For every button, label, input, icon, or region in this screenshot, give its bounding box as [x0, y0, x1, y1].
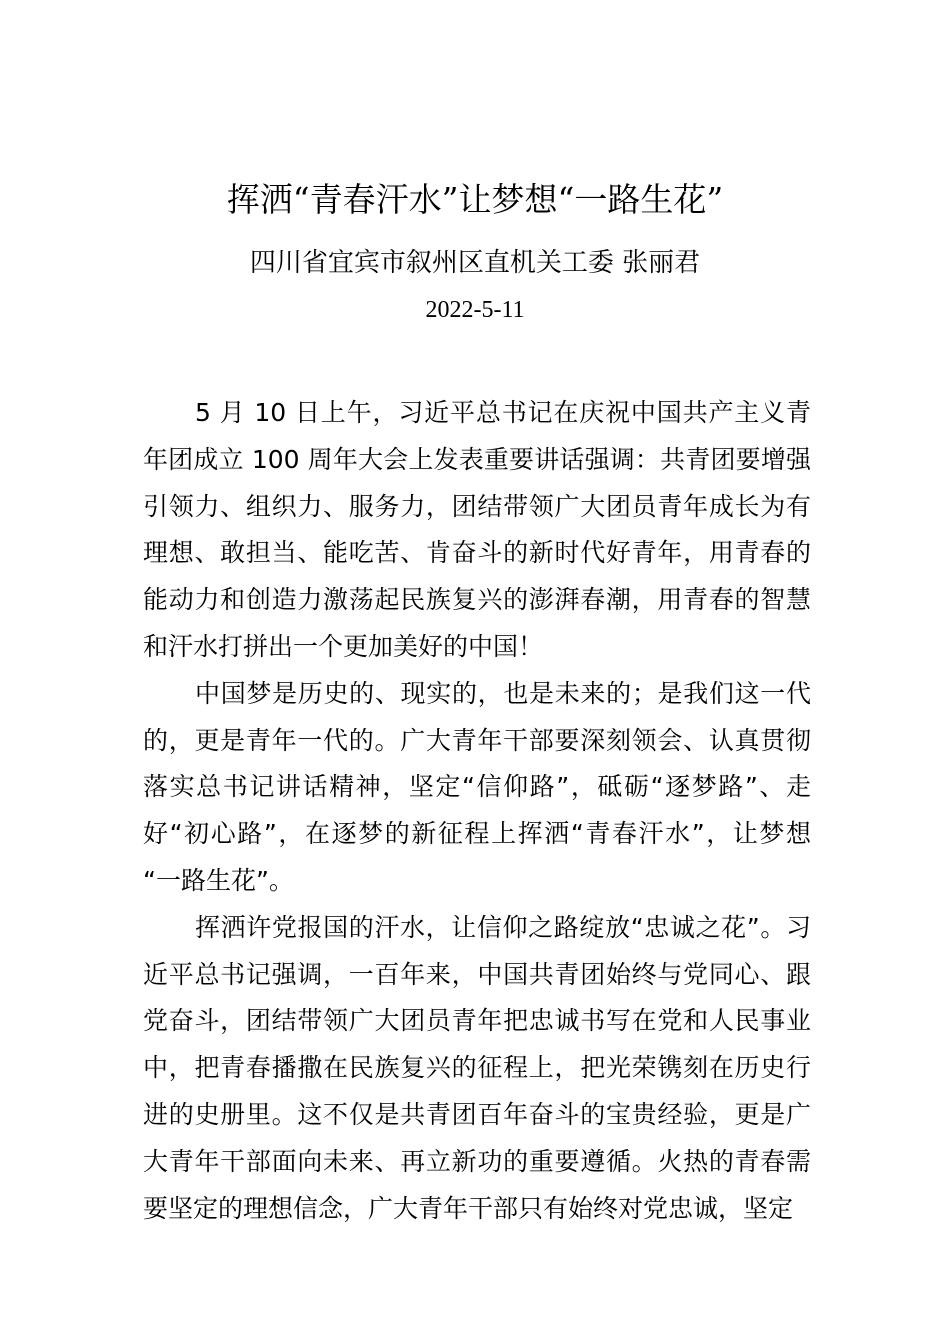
paragraph-3: 挥洒许党报国的汗水，让信仰之路绽放“忠诚之花”。习近平总书记强调，一百年来，中国共青团始终与党同心、跟党奋斗，团结带领广大团员青年把忠诚书写在党和人民事业中，把青春播撒在民族复兴的征程上，把光荣镌刻在历史行进的史册里。这不仅是共青团百年奋斗的宝贵经验，更是广大青年干部面向未来、再立新功的重要遵循。火热的青春需要坚定的理想信念，广大青年干部只有始终对党忠诚，坚定: [143, 912, 811, 1223]
paragraph-1: 5 月 10 日上午，习近平总书记在庆祝中国共产主义青年团成立 100 周年大会上发表重要讲话强调：共青团要增强引领力、组织力、服务力，团结带领广大团员青年成长为有理想、敢担当、能吃苦、肯奋斗的新时代好青年，用青春的能动力和创造力激荡起民族复兴的澎湃春潮，用青春的智慧和汗水打拼出一个更加美好的中国！: [143, 398, 811, 661]
article-date: 2022-5-11: [425, 297, 525, 323]
article-author: 四川省宜宾市叙州区直机关工委 张丽君: [249, 248, 701, 278]
paragraph-2: 中国梦是历史的、现实的，也是未来的；是我们这一代的，更是青年一代的。广大青年干部要深刻领会、认真贯彻落实总书记讲话精神，坚定“信仰路”，砥砺“逐梦路”、走好“初心路”，在逐梦的新征程上挥洒“青春汗水”，让梦想 “一路生花”。: [143, 678, 811, 895]
article-title: 挥洒“青春汗水”让梦想“一路生花”: [226, 180, 724, 219]
article-body: [143, 390, 811, 1232]
